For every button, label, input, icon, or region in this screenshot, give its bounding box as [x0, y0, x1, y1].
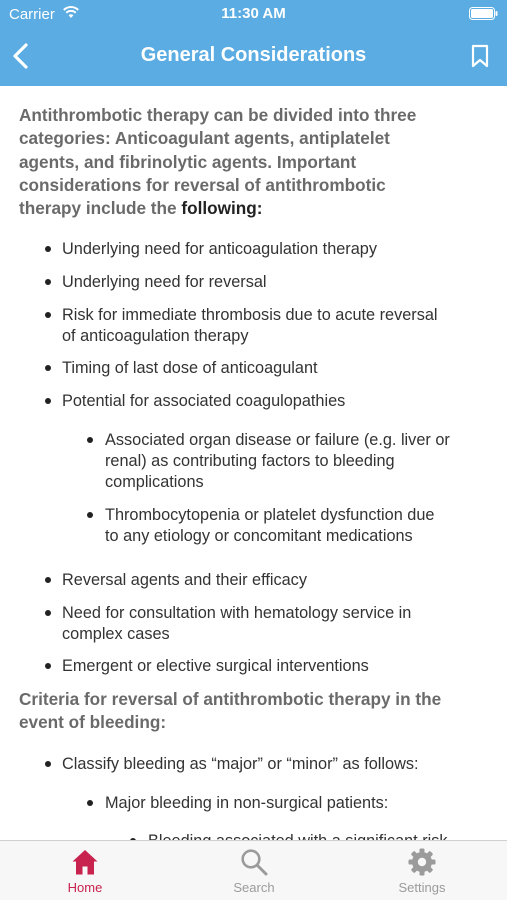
- bullet-marker: [45, 761, 51, 767]
- list-item-text: complex cases: [62, 625, 170, 643]
- list-item: [62, 272, 267, 293]
- search-icon: [240, 848, 268, 876]
- header: [0, 0, 507, 86]
- list-item-text: Timing of last dose of anticoagulant: [62, 359, 318, 377]
- list-item-text: Underlying need for anticoagulation therapy: [62, 240, 377, 258]
- bullet-marker: [45, 577, 51, 583]
- tab-label: Home: [67, 880, 103, 895]
- list-item-text: Need for consultation with hematology service in: [62, 604, 412, 622]
- bullet-marker: [45, 610, 51, 616]
- list-item-text: Reversal agents and their efficacy: [62, 571, 307, 589]
- list-item: [62, 305, 438, 347]
- gear-icon: [408, 848, 436, 876]
- tab-settings[interactable]: [362, 841, 482, 901]
- tab-label: Settings: [398, 880, 446, 895]
- list-item: [62, 239, 377, 260]
- section-heading: [19, 688, 489, 735]
- bullet-marker: [87, 437, 93, 443]
- intro-line: considerations for reversal of antithrombotic: [19, 174, 386, 195]
- section-heading-line: Criteria for reversal of antithrombotic therapy in the: [19, 689, 442, 709]
- list-item: [62, 391, 345, 412]
- intro-emphasis: following:: [181, 198, 263, 219]
- list-item-text: Major bleeding in non-surgical patients:: [105, 794, 389, 812]
- list-item-text: renal) as contributing factors to bleeding: [105, 452, 395, 470]
- bullet-marker: [45, 365, 51, 371]
- tab-label: Search: [233, 880, 275, 895]
- bullet-marker: [45, 279, 51, 285]
- bullet-marker: [45, 398, 51, 404]
- tab-home[interactable]: [25, 841, 145, 901]
- bullet-marker: [45, 246, 51, 252]
- intro-line: categories: Anticoagulant agents, antiplatelet: [19, 128, 390, 149]
- list-item: [62, 358, 318, 379]
- page-title: General Considerations: [140, 44, 367, 66]
- list-item-text: Emergent or elective surgical interventions: [62, 657, 369, 675]
- intro-paragraph: [19, 104, 489, 220]
- bullet-marker: [87, 512, 93, 518]
- list-item: [62, 656, 369, 677]
- list-item-text: of anticoagulation therapy: [62, 327, 249, 345]
- list-item-text: Risk for immediate thrombosis due to acute reversal: [62, 306, 438, 324]
- list-item-text: Classify bleeding as “major” or “minor” as follows:: [62, 755, 419, 773]
- bullet-marker: [87, 800, 93, 806]
- article-content[interactable]: [0, 86, 507, 840]
- bullet-marker: [45, 663, 51, 669]
- list-item-text: Underlying need for reversal: [62, 273, 267, 291]
- list-item-text: to any etiology or concomitant medications: [105, 527, 413, 545]
- intro-line: [19, 197, 489, 220]
- list-item: [62, 603, 411, 645]
- clock: 11:30 AM: [221, 5, 286, 22]
- intro-text: therapy include the: [19, 198, 182, 219]
- list-item: [105, 505, 434, 547]
- bookmark-icon[interactable]: [469, 43, 491, 69]
- home-icon: [71, 848, 99, 876]
- carrier-label: Carrier: [9, 6, 55, 23]
- list-item-text: complications: [105, 473, 204, 491]
- back-chevron-icon[interactable]: [8, 40, 34, 72]
- list-item: [105, 430, 450, 493]
- nav-bar: [0, 28, 507, 86]
- list-item: [62, 570, 307, 591]
- list-item-text: Potential for associated coagulopathies: [62, 392, 346, 410]
- list-item: [62, 754, 419, 775]
- list-item: [105, 793, 388, 814]
- status-bar: [0, 0, 507, 28]
- intro-line: agents, and fibrinolytic agents. Important: [19, 151, 357, 172]
- tab-search[interactable]: [194, 841, 314, 901]
- section-heading-line: event of bleeding:: [19, 712, 167, 733]
- tab-bar: [0, 840, 507, 900]
- list-item-text: Associated organ disease or failure (e.g. liver or: [105, 431, 450, 449]
- battery-icon: [469, 7, 498, 20]
- list-item-text: Thrombocytopenia or platelet dysfunction due: [105, 506, 435, 524]
- intro-line: Antithrombotic therapy can be divided into three: [19, 105, 417, 125]
- bullet-marker: [45, 312, 51, 318]
